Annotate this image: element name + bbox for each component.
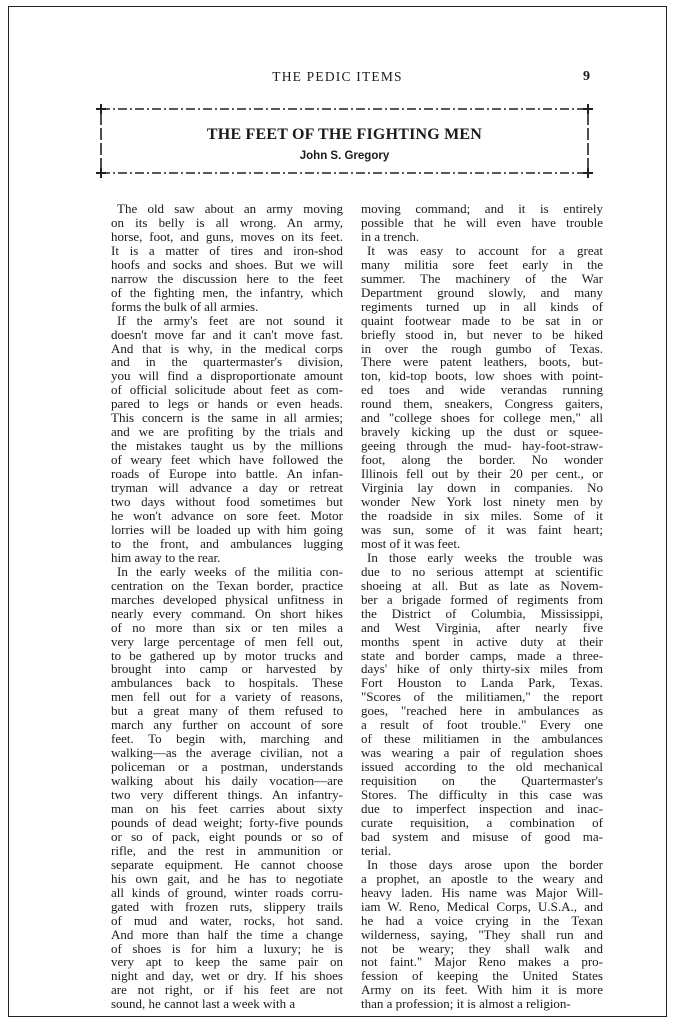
text-line: regiments turned up in all kinds of bbox=[361, 298, 603, 314]
text-line: he won't advance on sore feet. Motor bbox=[111, 507, 343, 523]
running-head: THE PEDIC ITEMS bbox=[272, 69, 403, 84]
text-line: tryman will advance a day or retreat bbox=[111, 480, 343, 496]
text-line: and West Virginia, after nearly five bbox=[361, 619, 603, 635]
text-line: requisition on the Quartermaster's bbox=[361, 773, 603, 789]
text-line: very apt to keep the same pair on bbox=[111, 954, 343, 970]
text-line: forms the bulk of all armies. bbox=[111, 298, 259, 314]
text-line: There were patent leathers, boots, but- bbox=[361, 354, 603, 370]
text-line: issued according to the old mechanical bbox=[361, 759, 603, 775]
paragraph bbox=[111, 202, 343, 314]
text-line: ambulances back to hospitals. These bbox=[111, 675, 343, 691]
text-line: horse, foot, and guns, moves on its feet. bbox=[111, 228, 343, 244]
article-author: John S. Gregory bbox=[299, 150, 390, 162]
text-line: This concern is the same in all armies; bbox=[111, 410, 343, 426]
text-line: Illinois fell out by their 20 per cent., or bbox=[361, 466, 603, 482]
text-line: wilderness, saying, "They shall run and bbox=[361, 926, 603, 942]
paragraph bbox=[361, 244, 603, 551]
text-line: Fort Houston to Landa Park, Texas. bbox=[361, 675, 603, 691]
text-line: heavy laden. His name was Major Will- bbox=[361, 884, 603, 900]
text-line: men fell out for a variety of reasons, bbox=[111, 689, 343, 705]
text-line: not faint." Major Reno makes a pro- bbox=[361, 954, 603, 970]
text-line: In those days arose upon the border bbox=[367, 856, 603, 872]
text-line: terial. bbox=[361, 842, 391, 858]
text-line: pared to legs or hands or even heads. bbox=[111, 396, 343, 412]
text-line: summer. The machinery of the War bbox=[361, 270, 603, 286]
paragraph bbox=[361, 858, 603, 1011]
text-line: geeing through the mud- hay-foot-straw- bbox=[361, 438, 603, 454]
text-line: goes, "reached here in ambulances as bbox=[361, 703, 603, 719]
text-line: march any further on account of sore bbox=[111, 717, 343, 733]
text-line: centration on the Texan border, practice bbox=[111, 577, 343, 593]
text-line: or so of pack, eight pounds or so of bbox=[111, 828, 343, 844]
text-line: bad system and misuse of good ma- bbox=[361, 828, 603, 844]
text-line: was sun, some of it was faint heart; bbox=[361, 521, 603, 537]
text-line: It is a matter of tires and iron-shod bbox=[111, 242, 343, 258]
text-line: ed toes and wide verandas running bbox=[361, 382, 603, 398]
text-line: feet. To begin with, marching and bbox=[111, 731, 343, 747]
text-line: of these militiamen in the ambulances bbox=[361, 731, 603, 747]
text-line: moving command; and it is entirely bbox=[361, 201, 603, 216]
text-line: very large percentage of men fell out, bbox=[111, 633, 343, 649]
text-line: brought into camp or harvested by bbox=[111, 661, 343, 677]
text-line: the District of Columbia, Mississippi, bbox=[361, 605, 603, 621]
text-line: separate equipment. He cannot choose bbox=[111, 856, 343, 872]
page-frame bbox=[8, 6, 667, 1017]
text-line: due to imperfect inspection and inac- bbox=[361, 800, 603, 816]
text-line: due to no serious attempt at scientific bbox=[361, 563, 603, 579]
text-line: to be gathered up by motor trucks and bbox=[111, 647, 343, 663]
text-line: Virginia lay down in companies. No bbox=[361, 480, 603, 496]
text-line: in over the rough gumbo of Texas. bbox=[361, 340, 603, 356]
text-line: months spent in active duty at their bbox=[361, 633, 603, 649]
paragraph bbox=[361, 551, 603, 858]
text-line: quaint footwear made to be sat in or bbox=[361, 312, 603, 328]
text-line: If the army's feet are not sound it bbox=[117, 312, 343, 328]
text-line: sound, he cannot last a week with a bbox=[111, 996, 296, 1012]
text-line: Department ground slowly, and many bbox=[361, 284, 603, 300]
text-line: iam W. Reno, Medical Corps, U.S.A., and bbox=[361, 898, 603, 914]
text-line: two days without food sometimes but bbox=[111, 494, 343, 510]
page-number: 9 bbox=[583, 69, 590, 84]
text-line: of shoes is for him a luxury; he is bbox=[111, 940, 343, 956]
text-line: not be weary; they shall walk and bbox=[361, 940, 603, 956]
text-line: pounds of dead weight; forty-five pounds bbox=[111, 814, 343, 830]
text-line: bravely kicking up the dust or squee- bbox=[361, 424, 603, 440]
text-line: foot, along the border. No wonder bbox=[361, 452, 603, 468]
text-line: are not right, or if his feet are not bbox=[111, 982, 343, 998]
text-line: policeman or a postman, understands bbox=[111, 759, 343, 775]
text-line: many militia sore feet early in the bbox=[361, 256, 603, 272]
text-line: of mud and water, rocks, hot sand. bbox=[111, 912, 343, 928]
text-line: was wearing a pair of regulation shoes bbox=[361, 745, 603, 761]
text-line: lorries will be loaded up with him going bbox=[111, 521, 343, 537]
text-line: roads of Europe into battle. An infan- bbox=[111, 466, 343, 482]
paragraph bbox=[111, 565, 343, 1012]
text-line: It was easy to account for a great bbox=[367, 242, 603, 258]
text-line: two very different things. An infantry- bbox=[111, 787, 343, 803]
text-line: In the early weeks of the militia con- bbox=[117, 563, 343, 579]
text-line: of official solicitude about feet as com- bbox=[111, 382, 343, 398]
title-box bbox=[95, 104, 594, 178]
text-line: his own gait, and he has to negotiate bbox=[111, 870, 343, 886]
text-line: and "college shoes for college men," all bbox=[361, 410, 603, 426]
text-line: shoeing at all. But as late as Novem- bbox=[361, 577, 603, 593]
text-line: all kinds of ground, winter roads corru- bbox=[111, 884, 343, 900]
text-line: and in the quartermaster's division, bbox=[111, 354, 343, 370]
text-line: in a trench. bbox=[361, 228, 420, 244]
text-line: but a great many of them refused to bbox=[111, 703, 343, 719]
text-line: curate requisition, a combination of bbox=[361, 814, 603, 830]
text-line: "Scores of the militiamen," the report bbox=[361, 689, 603, 705]
text-line: to the front, and ambulances lugging bbox=[111, 535, 343, 551]
paragraph bbox=[111, 314, 343, 565]
text-line: walking—as the average civilian, not a bbox=[111, 745, 343, 761]
text-line: fession of keeping the United States bbox=[361, 968, 603, 984]
text-line: possible that he will even have trouble bbox=[361, 214, 603, 230]
text-line: a prophet, an apostle to the weary and bbox=[361, 870, 603, 886]
text-line: the roadside in six miles. Some of it bbox=[361, 507, 603, 523]
text-line: Army on its feet. With him it is more bbox=[361, 982, 603, 998]
text-line: a result of foot trouble." Every one bbox=[361, 717, 603, 733]
text-line: And more than half the time a change bbox=[111, 926, 343, 942]
text-line: The old saw about an army moving bbox=[117, 201, 343, 216]
text-line: hoofs and socks and shoes. But we will bbox=[111, 256, 343, 272]
text-line: on its belly is all wrong. An army, bbox=[111, 214, 343, 230]
text-line: walking about his daily vocation—are bbox=[111, 773, 343, 789]
text-line: Stores. The difficulty in this case was bbox=[361, 787, 603, 803]
text-line: of no more than six or ten miles a bbox=[111, 619, 343, 635]
text-line: and we are profiting by the trials and bbox=[111, 424, 343, 440]
text-line: rifle, and the rest in ammunition or bbox=[111, 842, 343, 858]
text-line: And that is why, in the medical corps bbox=[111, 340, 343, 356]
right-column bbox=[361, 202, 603, 1011]
text-line: In those early weeks the trouble was bbox=[367, 549, 603, 565]
text-line: state and border camps, made a three- bbox=[361, 647, 603, 663]
text-line: man on his feet carries about sixty bbox=[111, 800, 343, 816]
text-line: briefly stood in, but never to be hiked bbox=[361, 326, 603, 342]
text-line: round them, sneakers, Congress gaiters, bbox=[361, 396, 603, 412]
text-line: wonder New York lost ninety men by bbox=[361, 494, 603, 510]
text-line: most of it was feet. bbox=[361, 535, 461, 551]
text-line: nearly every command. On short hikes bbox=[111, 605, 343, 621]
left-column bbox=[111, 202, 343, 1011]
text-line: than a profession; it is almost a religion- bbox=[361, 996, 571, 1012]
text-line: you will find a disproportionate amount bbox=[111, 368, 343, 384]
text-line: him away to the rear. bbox=[111, 549, 221, 565]
text-line: night and day, wet or dry. If his shoes bbox=[111, 968, 343, 984]
text-line: of the fighting men, the infantry, which bbox=[111, 284, 343, 300]
article-title: THE FEET OF THE FIGHTING MEN bbox=[206, 126, 483, 143]
text-line: days' hike of only thirty-six miles from bbox=[361, 661, 603, 677]
text-line: ber a brigade formed of regiments from bbox=[361, 591, 603, 607]
text-line: narrow the discussion here to the feet bbox=[111, 270, 343, 286]
text-line: the mistakes taught us by the millions bbox=[111, 438, 343, 454]
text-line: of weary feet which have followed the bbox=[111, 452, 343, 468]
text-line: he had a voice crying in the Texan bbox=[361, 912, 603, 928]
paragraph bbox=[361, 202, 603, 244]
text-line: doesn't move far and it can't move fast. bbox=[111, 326, 343, 342]
text-line: gated with frozen ruts, slippery trails bbox=[111, 898, 343, 914]
text-line: ton, kid-top boots, low shoes with point- bbox=[361, 368, 603, 384]
text-line: marches developed physical unfitness in bbox=[111, 591, 343, 607]
